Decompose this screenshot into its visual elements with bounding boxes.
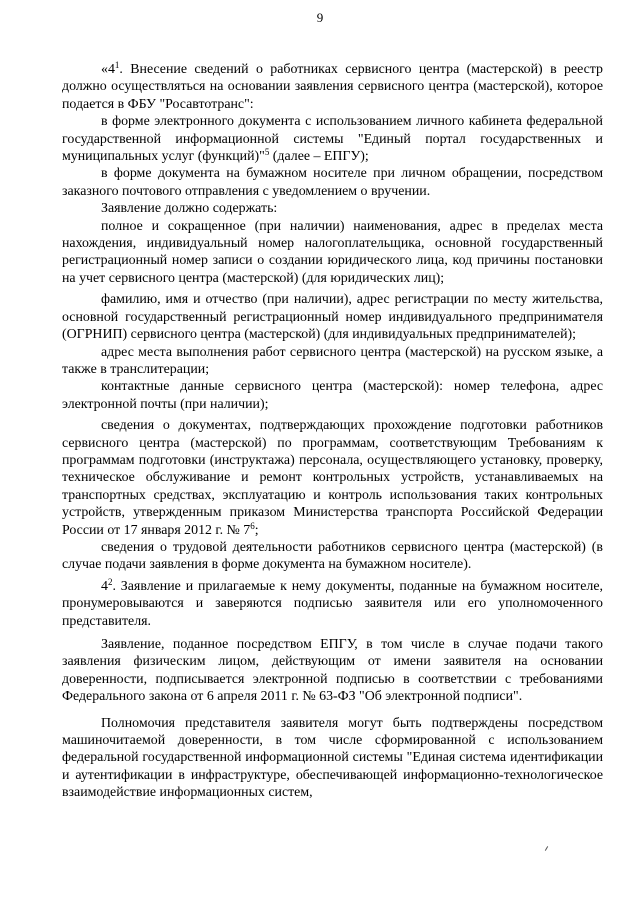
paragraph-4-1-intro: «$4^1$. Внесение сведений о работниках сервисного центра (мастерской) в реестр должно осуществляться на основании заявления сервисного центра (мастерской), которое подается в ФБУ "Росавтотранс": bbox=[62, 60, 603, 112]
paragraph-electronic-form: в форме электронного документа с использованием личного кабинета федеральной государственной информационной системы "Единый портал государственных и муниципальных услуг (функций)"$^5$ (далее – ЕПГУ); bbox=[62, 114, 603, 165]
paragraph-address: адрес места выполнения работ сервисного центра (мастерской) на русском языке, а также в транслитерации; bbox=[62, 344, 603, 377]
document-body bbox=[62, 61, 603, 802]
scan-artifact bbox=[545, 846, 548, 851]
paragraph-representative-powers: Полномочия представителя заявителя могут быть подтверждены посредством машиночитаемой доверенности, в том числе сформированной с использованием федеральной государственной информационной системы "Единая система идентификации и аутентификации в инфраструктуре, обеспечивающей информационно-технологическое взаимодействие информационных систем, bbox=[62, 715, 603, 801]
paragraph-training-documents: сведения о документах, подтверждающих прохождение подготовки работников сервисного центра (мастерской) по программам, соответствующим Требованиям к программам подготовки (инструктажа) персонала, осуществляющего установку, проверку, техническое обслуживание и ремонт контрольных устройств, устанавливаемых на транспортных средствах, эксплуатацию и контроль использования таких контрольных устройств, утвержденным приказом Министерства транспорта Российской Федерации России от 17 января 2012 г. № $7^6$; bbox=[62, 418, 603, 538]
paragraph-legal-entity: полное и сокращенное (при наличии) наименования, адрес в пределах места нахождения, индивидуальный номер налогоплательщика, основной государственный регистрационный номер записи о создании юридического лица, код причины постановки на учет сервисного центра (мастерской) (для юридических лиц); bbox=[62, 218, 603, 286]
paragraph-contacts: контактные данные сервисного центра (мастерской): номер телефона, адрес электронной почты (при наличии); bbox=[62, 379, 603, 412]
paragraph-paper-form: в форме документа на бумажном носителе при личном обращении, посредством заказного почтового отправления с уведомлением о вручении. bbox=[62, 166, 603, 199]
paragraph-epgu-signature: Заявление, поданное посредством ЕПГУ, в том числе в случае подачи такого заявления физическим лицом, действующим от имени заявителя на основании доверенности, подписывается электронной подписью в соответствии с требованиями Федерального закона от 6 апреля 2011 г. № 63-ФЗ "Об электронной подписи". bbox=[62, 637, 603, 705]
paragraph-contents-heading: Заявление должно содержать: bbox=[101, 201, 278, 217]
page-number: 9 bbox=[316, 10, 324, 25]
paragraph-4-2: $4^2$. Заявление и прилагаемые к нему документы, поданные на бумажном носителе, пронумеровываются и заверяются подписью заявителя или его уполномоченного представителя. bbox=[62, 576, 603, 629]
footnote-ref-5: 5 bbox=[264, 147, 270, 158]
footnote-ref-6: 6 bbox=[250, 520, 255, 531]
paragraph-employment: сведения о трудовой деятельности работников сервисного центра (мастерской) (в случае подачи заявления в форме документа на бумажном носителе). bbox=[62, 539, 603, 573]
paragraph-individual: фамилию, имя и отчество (при наличии), адрес регистрации по месту жительства, основной государственный регистрационный номер индивидуального предпринимателя (ОГРНИП) сервисного центра (мастерской) (для индивидуальных предпринимателей); bbox=[62, 292, 603, 343]
